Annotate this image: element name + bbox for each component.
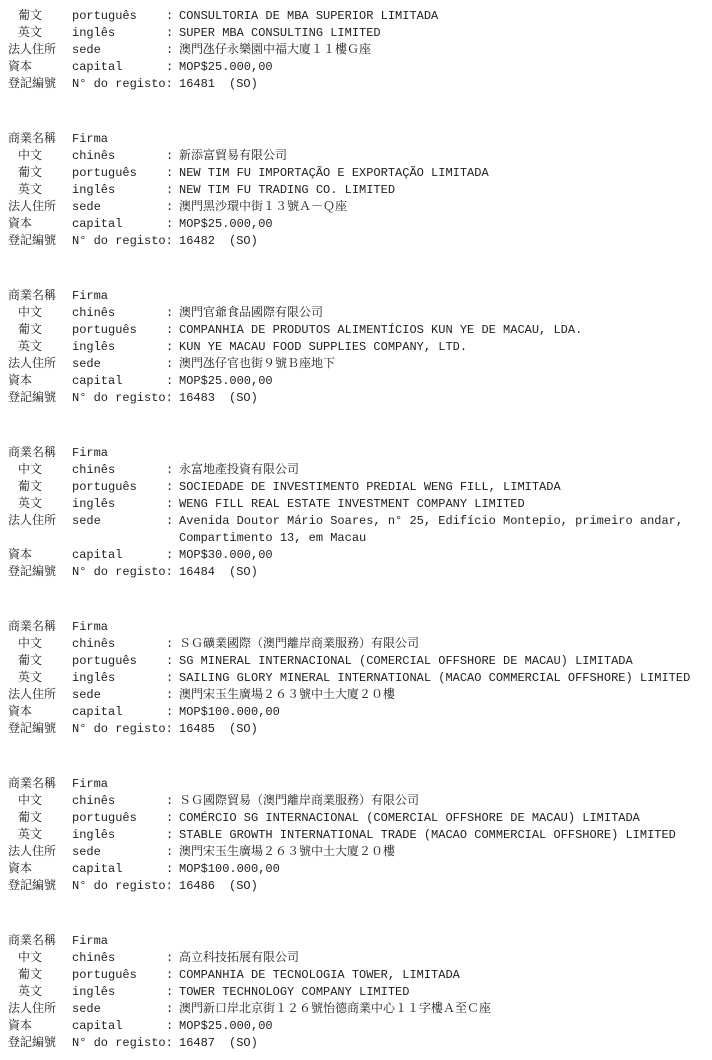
label-registration-pt: N° do registo:	[72, 879, 173, 893]
value-portuguese-name: COMPANHIA DE PRODUTOS ALIMENTÍCIOS KUN YE DE MACAU, LDA.	[179, 323, 583, 337]
field-row-address-continuation	[0, 530, 712, 547]
value-chinese-name: ＳＧ國際貿易（澳門離岸商業服務）有限公司	[179, 794, 420, 808]
field-row-capital	[0, 216, 712, 233]
field-row-portuguese-name	[0, 165, 712, 182]
label-portuguese-pt: português	[72, 166, 137, 180]
colon: :	[166, 183, 174, 197]
label-registration-pt: N° do registo:	[72, 391, 173, 405]
registration-note: (SO)	[229, 1036, 258, 1050]
colon: :	[166, 671, 174, 685]
label-address-pt: sede	[72, 357, 101, 371]
field-row-chinese-name	[0, 950, 712, 967]
value-capital: MOP$30.000,00	[179, 548, 273, 562]
field-row-portuguese-name	[0, 967, 712, 984]
colon: :	[166, 985, 174, 999]
value-address: 澳門氹仔永樂園中福大廈１１樓Ｇ座	[179, 43, 372, 57]
field-row-english-name	[0, 984, 712, 1001]
label-portuguese-zh: 葡文	[18, 480, 43, 494]
field-row-portuguese-name	[0, 810, 712, 827]
colon: :	[166, 149, 174, 163]
field-row-english-name	[0, 670, 712, 687]
field-row-chinese-name	[0, 793, 712, 810]
value-address: 澳門宋玉生廣場２６３號中土大廈２０樓	[179, 845, 396, 859]
colon: :	[166, 1002, 174, 1016]
field-row-address	[0, 1001, 712, 1018]
label-firma-zh: 商業名稱	[8, 132, 57, 146]
label-firma-pt: Firma	[72, 934, 109, 948]
field-row-address	[0, 844, 712, 861]
value-registration	[179, 390, 712, 407]
label-firma-zh: 商業名稱	[8, 777, 57, 791]
registration-number: 16484	[179, 565, 216, 579]
label-address-pt: sede	[72, 200, 101, 214]
value-registration	[179, 721, 712, 738]
label-registration-zh: 登記編號	[8, 879, 57, 893]
label-capital-pt: capital	[72, 548, 123, 562]
field-row-chinese-name	[0, 305, 712, 322]
label-firma-pt: Firma	[72, 132, 109, 146]
colon: :	[166, 514, 174, 528]
label-chinese-zh: 中文	[18, 637, 43, 651]
colon: :	[166, 637, 174, 651]
field-row-firma	[0, 288, 712, 305]
label-capital-pt: capital	[72, 60, 123, 74]
value-registration	[179, 233, 712, 250]
label-portuguese-pt: português	[72, 654, 137, 668]
label-address-pt: sede	[72, 514, 101, 528]
field-row-english-name	[0, 827, 712, 844]
field-row-address	[0, 687, 712, 704]
label-firma-zh: 商業名稱	[8, 446, 57, 460]
value-capital: MOP$25.000,00	[179, 374, 273, 388]
field-row-firma	[0, 776, 712, 793]
value-capital: MOP$25.000,00	[179, 60, 273, 74]
colon: :	[166, 9, 174, 23]
label-portuguese-pt: português	[72, 323, 137, 337]
value-english-name: KUN YE MACAU FOOD SUPPLIES COMPANY, LTD.	[179, 340, 468, 354]
label-capital-pt: capital	[72, 862, 123, 876]
field-row-registration	[0, 564, 712, 581]
label-capital-zh: 資本	[8, 1019, 33, 1033]
registration-number: 16486	[179, 879, 216, 893]
label-capital-zh: 資本	[8, 374, 33, 388]
label-english-zh: 英文	[18, 26, 43, 40]
label-english-pt: inglês	[72, 985, 116, 999]
label-capital-zh: 資本	[8, 862, 33, 876]
label-chinese-pt: chinês	[72, 149, 116, 163]
value-english-name: SUPER MBA CONSULTING LIMITED	[179, 26, 381, 40]
registry-record	[0, 288, 712, 407]
colon: :	[166, 497, 174, 511]
field-row-portuguese-name	[0, 8, 712, 25]
label-english-pt: inglês	[72, 671, 116, 685]
label-english-zh: 英文	[18, 828, 43, 842]
value-registration	[179, 878, 712, 895]
registry-record	[0, 776, 712, 895]
label-address-zh: 法人住所	[8, 514, 57, 528]
field-row-address	[0, 42, 712, 59]
label-firma-pt: Firma	[72, 289, 109, 303]
colon: :	[166, 688, 174, 702]
label-registration-pt: N° do registo:	[72, 77, 173, 91]
colon: :	[166, 357, 174, 371]
field-row-registration	[0, 878, 712, 895]
label-registration-zh: 登記編號	[8, 77, 57, 91]
registry-record	[0, 8, 712, 93]
value-portuguese-name: COMÉRCIO SG INTERNACIONAL (COMERCIAL OFFSHORE DE MACAU) LIMITADA	[179, 811, 640, 825]
label-chinese-pt: chinês	[72, 306, 116, 320]
colon: :	[166, 200, 174, 214]
colon: :	[166, 340, 174, 354]
label-capital-pt: capital	[72, 217, 123, 231]
field-row-capital	[0, 547, 712, 564]
label-address-zh: 法人住所	[8, 1002, 57, 1016]
label-capital-pt: capital	[72, 705, 123, 719]
label-english-zh: 英文	[18, 340, 43, 354]
registration-note: (SO)	[229, 234, 258, 248]
registration-number: 16482	[179, 234, 216, 248]
value-capital: MOP$25.000,00	[179, 217, 273, 231]
colon: :	[166, 480, 174, 494]
value-registration	[179, 1035, 712, 1052]
value-capital: MOP$25.000,00	[179, 1019, 273, 1033]
value-portuguese-name: SG MINERAL INTERNACIONAL (COMERCIAL OFFSHORE DE MACAU) LIMITADA	[179, 654, 633, 668]
value-english-name: SAILING GLORY MINERAL INTERNATIONAL (MACAO COMMERCIAL OFFSHORE) LIMITED	[179, 671, 691, 685]
value-english-name: STABLE GROWTH INTERNATIONAL TRADE (MACAO COMMERCIAL OFFSHORE) LIMITED	[179, 828, 676, 842]
registration-number: 16483	[179, 391, 216, 405]
field-row-firma	[0, 619, 712, 636]
label-chinese-pt: chinês	[72, 637, 116, 651]
label-chinese-pt: chinês	[72, 794, 116, 808]
label-registration-zh: 登記編號	[8, 234, 57, 248]
label-firma-pt: Firma	[72, 620, 109, 634]
label-registration-zh: 登記編號	[8, 722, 57, 736]
colon: :	[166, 1019, 174, 1033]
registry-record	[0, 933, 712, 1052]
label-portuguese-pt: português	[72, 480, 137, 494]
label-address-pt: sede	[72, 845, 101, 859]
label-english-zh: 英文	[18, 671, 43, 685]
value-portuguese-name: SOCIEDADE DE INVESTIMENTO PREDIAL WENG FILL, LIMITADA	[179, 480, 561, 494]
field-row-chinese-name	[0, 148, 712, 165]
label-capital-zh: 資本	[8, 548, 33, 562]
label-portuguese-pt: português	[72, 9, 137, 23]
field-row-capital	[0, 704, 712, 721]
value-address: 澳門宋玉生廣場２６３號中土大廈２０樓	[179, 688, 396, 702]
field-row-registration	[0, 76, 712, 93]
label-english-zh: 英文	[18, 497, 43, 511]
field-row-portuguese-name	[0, 479, 712, 496]
registration-number: 16485	[179, 722, 216, 736]
field-row-portuguese-name	[0, 322, 712, 339]
registration-note: (SO)	[229, 879, 258, 893]
label-portuguese-zh: 葡文	[18, 811, 43, 825]
registry-record	[0, 131, 712, 250]
value-address: 澳門新口岸北京街１２６號怡德商業中心１１字樓Ａ至Ｃ座	[179, 1002, 492, 1016]
field-row-address	[0, 356, 712, 373]
label-capital-pt: capital	[72, 374, 123, 388]
value-address-line2: Compartimento 13, em Macau	[179, 531, 367, 545]
registration-number: 16487	[179, 1036, 216, 1050]
value-english-name: TOWER TECHNOLOGY COMPANY LIMITED	[179, 985, 410, 999]
registration-note: (SO)	[229, 77, 258, 91]
label-registration-pt: N° do registo:	[72, 565, 173, 579]
value-registration	[179, 76, 712, 93]
label-firma-zh: 商業名稱	[8, 620, 57, 634]
label-chinese-zh: 中文	[18, 306, 43, 320]
field-row-registration	[0, 721, 712, 738]
field-row-registration	[0, 233, 712, 250]
label-firma-pt: Firma	[72, 446, 109, 460]
field-row-capital	[0, 59, 712, 76]
colon: :	[166, 968, 174, 982]
value-address: Avenida Doutor Mário Soares, n° 25, Edifício Montepio, primeiro andar,	[179, 514, 684, 528]
colon: :	[166, 951, 174, 965]
colon: :	[166, 43, 174, 57]
label-firma-zh: 商業名稱	[8, 289, 57, 303]
label-address-zh: 法人住所	[8, 200, 57, 214]
colon: :	[166, 166, 174, 180]
registry-record	[0, 445, 712, 581]
field-row-chinese-name	[0, 636, 712, 653]
value-chinese-name: ＳＧ礦業國際（澳門離岸商業服務）有限公司	[179, 637, 420, 651]
label-registration-pt: N° do registo:	[72, 234, 173, 248]
value-address: 澳門黑沙環中街１３號Ａ－Ｑ座	[179, 200, 348, 214]
field-row-capital	[0, 373, 712, 390]
field-row-address	[0, 513, 712, 530]
label-portuguese-pt: português	[72, 968, 137, 982]
label-english-pt: inglês	[72, 26, 116, 40]
label-chinese-zh: 中文	[18, 794, 43, 808]
value-capital: MOP$100.000,00	[179, 862, 280, 876]
label-english-zh: 英文	[18, 183, 43, 197]
label-firma-zh: 商業名稱	[8, 934, 57, 948]
colon: :	[166, 374, 174, 388]
colon: :	[166, 306, 174, 320]
colon: :	[166, 60, 174, 74]
field-row-portuguese-name	[0, 653, 712, 670]
label-chinese-zh: 中文	[18, 149, 43, 163]
colon: :	[166, 217, 174, 231]
registration-note: (SO)	[229, 565, 258, 579]
value-english-name: NEW TIM FU TRADING CO. LIMITED	[179, 183, 396, 197]
colon: :	[166, 794, 174, 808]
value-capital: MOP$100.000,00	[179, 705, 280, 719]
label-registration-pt: N° do registo:	[72, 722, 173, 736]
value-portuguese-name: CONSULTORIA DE MBA SUPERIOR LIMITADA	[179, 9, 439, 23]
label-firma-pt: Firma	[72, 777, 109, 791]
value-portuguese-name: NEW TIM FU IMPORTAÇÃO E EXPORTAÇÃO LIMITADA	[179, 166, 489, 180]
label-capital-zh: 資本	[8, 217, 33, 231]
label-portuguese-zh: 葡文	[18, 654, 43, 668]
label-address-pt: sede	[72, 43, 101, 57]
field-row-english-name	[0, 25, 712, 42]
field-row-english-name	[0, 339, 712, 356]
colon: :	[166, 654, 174, 668]
label-portuguese-pt: português	[72, 811, 137, 825]
registry-record	[0, 619, 712, 738]
label-english-pt: inglês	[72, 828, 116, 842]
label-registration-zh: 登記編號	[8, 1036, 57, 1050]
label-english-pt: inglês	[72, 497, 116, 511]
colon: :	[166, 845, 174, 859]
label-portuguese-zh: 葡文	[18, 968, 43, 982]
label-english-pt: inglês	[72, 340, 116, 354]
value-registration	[179, 564, 712, 581]
field-row-capital	[0, 861, 712, 878]
label-address-zh: 法人住所	[8, 688, 57, 702]
field-row-capital	[0, 1018, 712, 1035]
value-portuguese-name: COMPANHIA DE TECNOLOGIA TOWER, LIMITADA	[179, 968, 460, 982]
label-english-pt: inglês	[72, 183, 116, 197]
label-portuguese-zh: 葡文	[18, 9, 43, 23]
colon: :	[166, 463, 174, 477]
label-chinese-pt: chinês	[72, 463, 116, 477]
field-row-firma	[0, 131, 712, 148]
label-address-zh: 法人住所	[8, 357, 57, 371]
field-row-firma	[0, 445, 712, 462]
colon: :	[166, 323, 174, 337]
label-chinese-zh: 中文	[18, 951, 43, 965]
colon: :	[166, 26, 174, 40]
field-row-chinese-name	[0, 462, 712, 479]
field-row-firma	[0, 933, 712, 950]
label-address-pt: sede	[72, 688, 101, 702]
field-row-english-name	[0, 182, 712, 199]
label-chinese-zh: 中文	[18, 463, 43, 477]
label-portuguese-zh: 葡文	[18, 166, 43, 180]
value-chinese-name: 永富地產投資有限公司	[179, 463, 300, 477]
colon: :	[166, 548, 174, 562]
field-row-english-name	[0, 496, 712, 513]
value-chinese-name: 高立科技拓展有限公司	[179, 951, 300, 965]
label-capital-pt: capital	[72, 1019, 123, 1033]
label-address-pt: sede	[72, 1002, 101, 1016]
label-registration-pt: N° do registo:	[72, 1036, 173, 1050]
field-row-registration	[0, 390, 712, 407]
label-english-zh: 英文	[18, 985, 43, 999]
label-chinese-pt: chinês	[72, 951, 116, 965]
value-chinese-name: 新添富貿易有限公司	[179, 149, 288, 163]
label-capital-zh: 資本	[8, 705, 33, 719]
registration-note: (SO)	[229, 722, 258, 736]
colon: :	[166, 811, 174, 825]
label-address-zh: 法人住所	[8, 845, 57, 859]
colon: :	[166, 862, 174, 876]
label-registration-zh: 登記編號	[8, 565, 57, 579]
label-capital-zh: 資本	[8, 60, 33, 74]
label-address-zh: 法人住所	[8, 43, 57, 57]
label-portuguese-zh: 葡文	[18, 323, 43, 337]
value-english-name: WENG FILL REAL ESTATE INVESTMENT COMPANY LIMITED	[179, 497, 525, 511]
label-registration-zh: 登記編號	[8, 391, 57, 405]
field-row-address	[0, 199, 712, 216]
field-row-registration	[0, 1035, 712, 1052]
registration-number: 16481	[179, 77, 216, 91]
colon: :	[166, 705, 174, 719]
registration-note: (SO)	[229, 391, 258, 405]
value-chinese-name: 澳門官爺食品國際有限公司	[179, 306, 324, 320]
value-address: 澳門氹仔官也街９號Ｂ座地下	[179, 357, 336, 371]
colon: :	[166, 828, 174, 842]
